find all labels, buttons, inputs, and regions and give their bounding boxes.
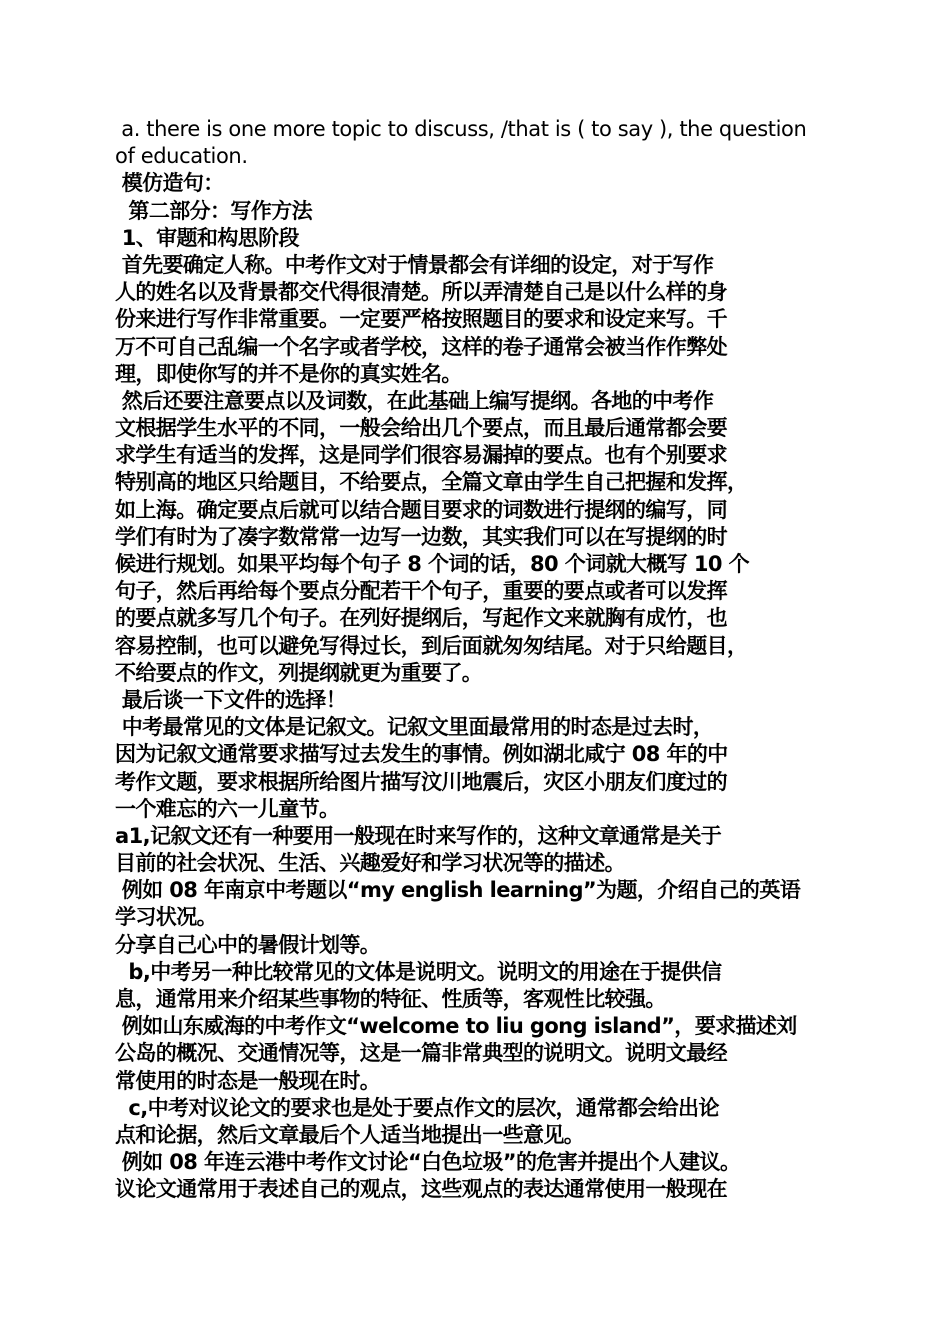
text-line: 因为记叙文通常要求描写过去发生的事情。例如湖北咸宁 08 年的中: [115, 742, 728, 767]
text-line: 息，通常用来介绍某些事物的特征、性质等，客观性比较强。: [115, 987, 666, 1011]
text-line: 例如 08 年南京中考题以“my english learning”为题，介绍自己的英语: [115, 878, 801, 903]
text-line: 例如山东威海的中考作文“welcome to liu gong island”，要求描述刘: [115, 1014, 797, 1039]
text-line: 求学生有适当的发挥，这是同学们很容易漏掉的要点。也有个别要求: [115, 443, 727, 468]
text-line: 人的姓名以及背景都交代得很清楚。所以弄清楚自己是以什么样的身: [115, 280, 727, 305]
text-line: 容易控制，也可以避免写得过长，到后面就匆匆结尾。对于只给题目，: [115, 633, 748, 658]
text-line: 不给要点的作文，列提纲就更为重要了。: [115, 660, 483, 685]
text-line: 分享自己心中的暑假计划等。: [115, 932, 381, 957]
text-line: 然后还要注意要点以及词数，在此基础上编写提纲。各地的中考作: [115, 388, 714, 413]
text-line: 议论文通常用于表述自己的观点，这些观点的表达通常使用一般现在: [115, 1177, 727, 1202]
text-line: 模仿造句：: [115, 171, 224, 196]
text-line: 考作文题，要求根据所给图片描写汶川地震后，灾区小朋友们度过的: [115, 769, 727, 794]
text-line: b,中考另一种比较常见的文体是说明文。说明文的用途在于提供信: [115, 959, 722, 984]
text-line: 第二部分：写作方法: [115, 198, 313, 223]
text-line: 句子，然后再给每个要点分配若干个句子，重要的要点或者可以发挥: [115, 579, 727, 604]
text-line: 的要点就多写几个句子。在列好提纲后，写起作文来就胸有成竹，也: [115, 606, 727, 631]
text-line: 中考最常见的文体是记叙文。记叙文里面最常用的时态是过去时，: [115, 715, 714, 740]
text-line: 份来进行写作非常重要。一定要严格按照题目的要求和设定来写。千: [115, 307, 727, 332]
document-body: [115, 116, 850, 1204]
text-line: 目前的社会状况、生活、兴趣爱好和学习状况等的描述。: [115, 851, 625, 876]
text-line: 学习状况。: [115, 905, 217, 930]
text-line: 例如 08 年连云港中考作文讨论“白色垃圾”的危害并提出个人建议。: [115, 1150, 741, 1175]
text-line: 最后谈一下文件的选择！: [115, 687, 347, 712]
text-line: 特别高的地区只给题目，不给要点，全篇文章由学生自己把握和发挥，: [115, 470, 748, 495]
text-line: 一个难忘的六一儿童节。: [115, 796, 340, 821]
text-line: 首先要确定人称。中考作文对于情景都会有详细的设定，对于写作: [115, 252, 714, 277]
text-line: of education.: [115, 144, 248, 169]
text-line: a1,记叙文还有一种要用一般现在时来写作的，这种文章通常是关于: [115, 823, 722, 848]
text-line: 如上海。确定要点后就可以结合题目要求的词数进行提纲的编写，同: [115, 497, 727, 522]
text-line: 1、审题和构思阶段: [115, 225, 299, 250]
text-line: a. there is one more topic to discuss, /that is ( to say ), the question: [115, 117, 807, 141]
text-line: 公岛的概况、交通情况等，这是一篇非常典型的说明文。说明文最经: [115, 1041, 727, 1066]
text-line: 理，即使你写的并不是你的真实姓名。: [115, 361, 462, 386]
text-line: 万不可自己乱编一个名字或者学校，这样的卷子通常会被当作作弊处: [115, 334, 727, 359]
text-line: 文根据学生水平的不同，一般会给出几个要点，而且最后通常都会要: [115, 416, 727, 441]
text-line: 点和论据，然后文章最后个人适当地提出一些意见。: [115, 1122, 585, 1147]
text-line: 常使用的时态是一般现在时。: [115, 1068, 381, 1093]
text-line: 候进行规划。如果平均每个句子 8 个词的话，80 个词就大概写 10 个: [115, 552, 750, 576]
text-line: c,中考对议论文的要求也是处于要点作文的层次，通常都会给出论: [115, 1095, 719, 1120]
text-line: 学们有时为了凑字数常常一边写一边数，其实我们可以在写提纲的时: [115, 524, 727, 549]
